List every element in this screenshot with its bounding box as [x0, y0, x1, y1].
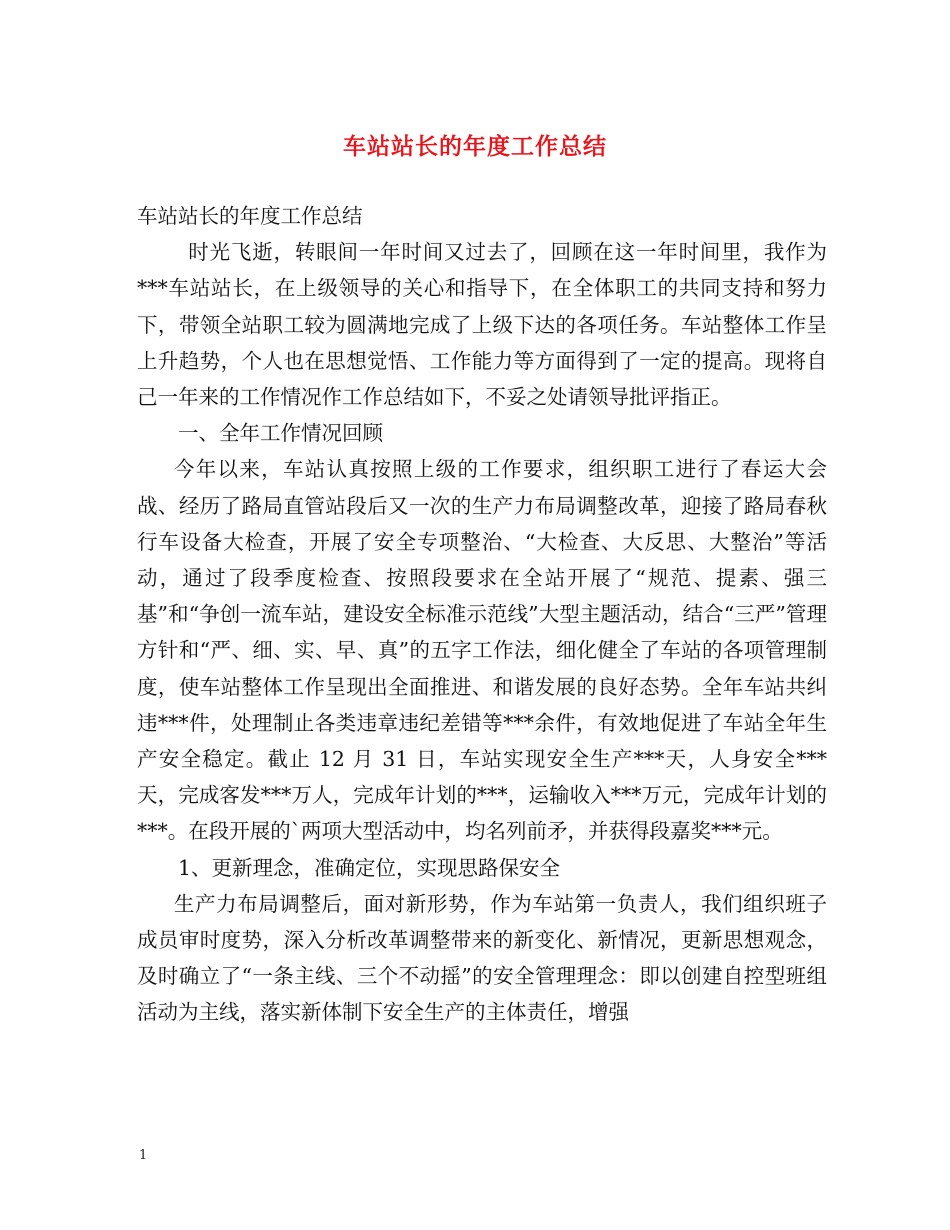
paragraph-review: 今年以来，车站认真按照上级的工作要求，组织职工进行了春运大会战、经历了路局直管站段后又一次的生产力布局调整改革，迎接了路局春秋行车设备大检查，开展了安全专项整治、“大检查、大反思、大整治”等活动，通过了段季度检查、按照段要求在全站开展了“规范、提素、强三基”和“争创一流车站，建设安全标准示范线”大型主题活动，结合“三严”管理方针和“严、细、实、早、真”的五字工作法，细化健全了车站的各项管理制度，使车站整体工作呈现出全面推进、和谐发展的良好态势。全年车站共纠违***件，处理制止各类违章违纪差错等***余件，有效地促进了车站全年生产安全稳定。截止 12 月 31 日，车站实现安全生产***天，人身安全***天，完成客发***万人，完成年计划的***，运输收入***万元，完成年计划的***。在段开展的`两项大型活动中，均名列前矛，并获得段嘉奖***元。 — [137, 457, 827, 844]
document-title: 车站站长的年度工作总结 — [343, 133, 607, 160]
section-heading-review: 一、全年工作情况回顾 — [178, 421, 383, 446]
paragraph-subtitle: 车站站长的年度工作总结 — [137, 204, 363, 228]
paragraph-subsection-1: 生产力布局调整后，面对新形势，作为车站第一负责人，我们组织班子成员审时度势，深入分析改革调整带来的新变化、新情况，更新思想观念，及时确立了“一条主线、三个不动摇”的安全管理理念：即以创建自控型班组活动为主线，落实新体制下安全生产的主体责任，增强 — [137, 891, 827, 1025]
document-body — [137, 198, 827, 1031]
page-number: 1 — [139, 1148, 148, 1163]
subsection-heading-1: 1、更新理念，准确定位，实现思路保安全 — [178, 855, 561, 880]
paragraph-intro: 时光飞逝，转眼间一年时间又过去了，回顾在这一年时间里，我作为***车站站长，在上级领导的关心和指导下，在全体职工的共同支持和努力下，带领全站职工较为圆满地完成了上级下达的各项任务。车站整体工作呈上升趋势，个人也在思想觉悟、工作能力等方面得到了一定的提高。现将自己一年来的工作情况作工作总结如下，不妥之处请领导批评指正。 — [137, 240, 827, 410]
